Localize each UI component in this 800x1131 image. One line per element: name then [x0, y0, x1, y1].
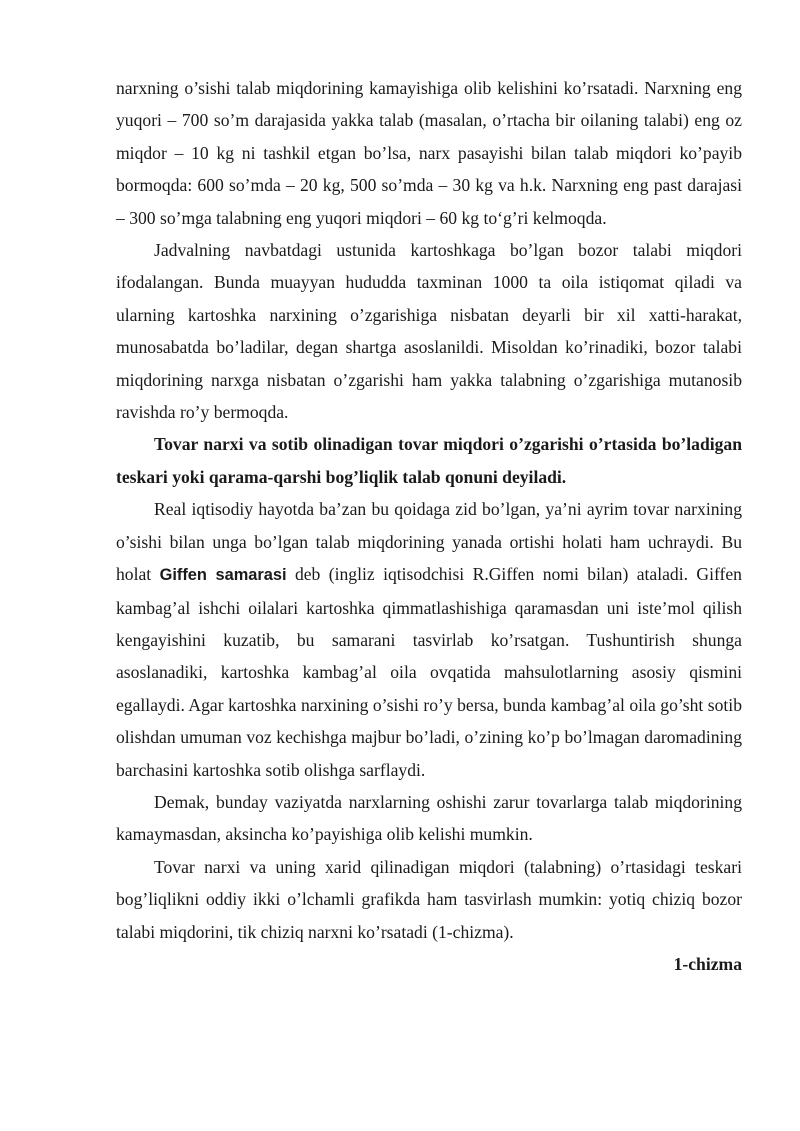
- giffen-term: Giffen samarasi: [159, 566, 287, 585]
- giffen-text-after: deb (ingliz iqtisodchisi R.Giffen nomi bilan) ataladi. Giffen kambag’al ishchi oilalari kartoshka qimmatlashishiga qaramasdan uni iste’mol qilish kengayishini kuzatib, bu samarani tasvirlab ko’rsatgan. Tushuntirish shunga asoslanadiki, kartoshka kambag’al oila ovqatida mahsulotlarning asosiy qismini egallaydi. Agar kartoshka narxining o’sishi ro’y bersa, bunda kambag’al oila go’sht sotib olishdan umuman voz kechishga majbur bo’ladi, o’zining ko’p bo’lmagan daromadining barchasini kartoshka sotib olishga sarflaydi.: [116, 564, 742, 780]
- paragraph-conclusion: Demak, bunday vaziyatda narxlarning oshishi zarur tovarlarga talab miqdorining kamaymasdan, aksincha ko’payishiga olib kelishi mumkin.: [116, 791, 742, 845]
- paragraph-market-demand: Jadvalning navbatdagi ustunida kartoshkaga bo’lgan bozor talabi miqdori ifodalangan. Bunda muayyan hududda taxminan 1000 ta oila istiqomat qiladi va ularning kartoshka narxining o’zgarishiga nisbatan deyarli bir xil xatti-harakat, munosabatda bo’ladilar, degan shartga asoslanildi. Misoldan ko’rinadiki, bozor talabi miqdorining narxga nisbatan o’zgarishi ham yakka talabning o’zgarishiga mutanosib ravishda ro’y bermoqda.: [116, 240, 742, 423]
- document-page: [116, 72, 742, 980]
- paragraph-graph-intro: Tovar narxi va uning xarid qilinadigan miqdori (talabning) o’rtasidagi teskari bog’liqlikni oddiy ikki o’lchamli grafikda ham tasvirlash mumkin: yotiq chiziq bozor talabi miqdorini, tik chiziq narxni ko’rsatadi (1-chizma).: [116, 856, 742, 942]
- paragraph-law-of-demand: Tovar narxi va sotib olinadigan tovar miqdori o’zgarishi o’rtasida bo’ladigan teskari yoki qarama-qarshi bog’liqlik talab qonuni deyiladi.: [116, 434, 742, 487]
- giffen-text-before: Real iqtisodiy hayotda ba’zan bu qoidaga zid bo’lgan, ya’ni ayrim tovar narxining o’sishi bilan unga bo’lgan talab miqdorining yanada ortishi holati ham uchraydi. Bu holat: [116, 499, 742, 585]
- paragraph-giffen-effect: [116, 493, 742, 786]
- paragraph-price-demand-example: narxning o’sishi talab miqdorining kamayishiga olib kelishini ko’rsatadi. Narxning eng yuqori – 700 so’m darajasida yakka talab (masalan, o’rtacha bir oilaning talabi) eng oz miqdor – 10 kg ni tashkil etgan bo’lsa, narx pasayishi bilan talab miqdori ko’payib bormoqda: 600 so’mda – 20 kg, 500 so’mda – 30 kg va h.k. Narxning eng past darajasi – 300 so’mga talabning eng yuqori miqdori – 60 kg to‘g’ri kelmoqda.: [116, 78, 742, 228]
- figure-caption: 1-chizma: [673, 953, 742, 974]
